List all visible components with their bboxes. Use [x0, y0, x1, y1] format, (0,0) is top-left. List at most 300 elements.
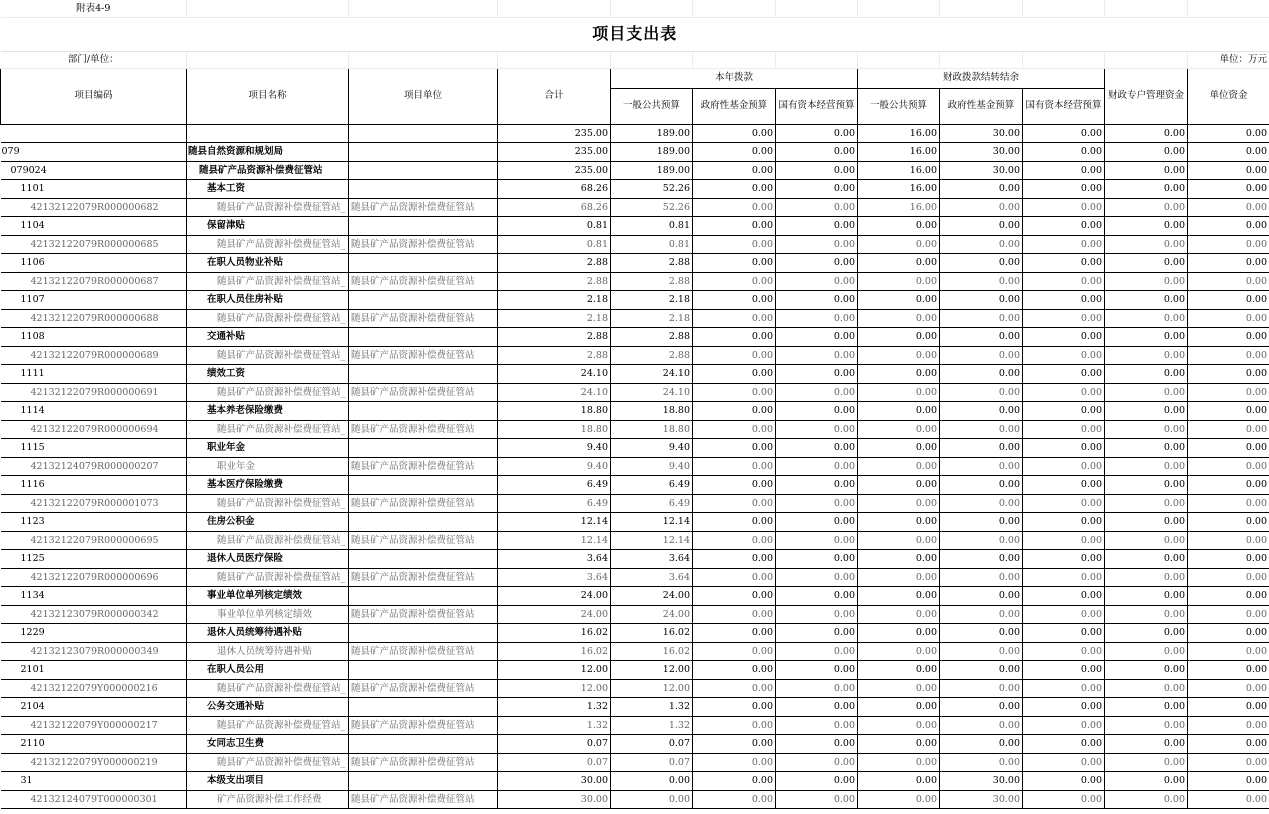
table-row	[1, 790, 1269, 809]
row-value: 0.00	[1105, 476, 1188, 495]
row-value: 0.00	[1023, 476, 1105, 495]
row-code: 1123	[1, 513, 187, 532]
row-value: 0.00	[858, 679, 940, 698]
row-value: 0.00	[940, 716, 1023, 735]
row-value: 0.00	[1023, 457, 1105, 476]
row-value: 0.00	[693, 439, 776, 458]
row-value: 0.00	[693, 198, 776, 217]
header-general-carry: 一般公共预算	[858, 88, 940, 124]
row-code: 42132122079R000000687	[1, 272, 187, 291]
row-unit	[349, 402, 498, 421]
row-value: 0.00	[693, 143, 776, 162]
row-name: 随县矿产品资源补偿费征管站_	[187, 309, 349, 328]
row-value: 0.00	[1105, 235, 1188, 254]
row-value: 0.00	[776, 550, 858, 569]
row-value: 0.00	[693, 180, 776, 199]
row-code: 42132122079R000001073	[1, 494, 187, 513]
row-value: 0.00	[1188, 143, 1269, 162]
row-value: 0.00	[1188, 735, 1269, 754]
table-row	[1, 642, 1269, 661]
row-value: 0.00	[858, 531, 940, 550]
row-value: 24.10	[498, 383, 611, 402]
row-value: 0.00	[858, 328, 940, 347]
row-name: 退休人员统筹待遇补贴	[187, 624, 349, 643]
row-value: 0.00	[1023, 272, 1105, 291]
row-value: 0.00	[1188, 753, 1269, 772]
row-value: 0.00	[1023, 402, 1105, 421]
row-value: 0.00	[776, 587, 858, 606]
row-value: 0.00	[1188, 772, 1269, 791]
row-value: 12.14	[498, 531, 611, 550]
row-value: 0.00	[1188, 457, 1269, 476]
row-code: 42132122079Y000000219	[1, 753, 187, 772]
row-value: 0.00	[1188, 365, 1269, 384]
row-value: 0.00	[776, 383, 858, 402]
header-state-capital: 国有资本经营预算	[776, 88, 858, 124]
row-unit: 随县矿产品资源补偿费征管站	[349, 346, 498, 365]
row-value: 12.00	[498, 679, 611, 698]
row-value: 68.26	[498, 198, 611, 217]
row-name: 职业年金	[187, 439, 349, 458]
row-code: 1125	[1, 550, 187, 569]
row-unit	[349, 217, 498, 236]
row-value: 0.00	[693, 790, 776, 809]
row-value: 189.00	[611, 143, 693, 162]
table-row	[1, 235, 1269, 254]
row-name: 绩效工资	[187, 365, 349, 384]
row-value: 16.02	[611, 642, 693, 661]
row-code: 2110	[1, 735, 187, 754]
row-value: 0.00	[1023, 365, 1105, 384]
row-unit	[349, 124, 498, 143]
row-value: 0.00	[1023, 439, 1105, 458]
row-value: 12.14	[611, 531, 693, 550]
row-value: 0.00	[693, 550, 776, 569]
row-value: 6.49	[498, 476, 611, 495]
row-value: 235.00	[498, 161, 611, 180]
row-value: 0.00	[1023, 254, 1105, 273]
row-value: 0.00	[1188, 531, 1269, 550]
row-value: 0.00	[1105, 439, 1188, 458]
row-unit: 随县矿产品资源补偿费征管站	[349, 494, 498, 513]
row-unit	[349, 735, 498, 754]
row-value: 24.10	[498, 365, 611, 384]
row-value: 0.00	[858, 790, 940, 809]
header-current-year: 本年拨款	[611, 68, 858, 88]
row-value: 0.00	[1188, 161, 1269, 180]
table-row	[1, 291, 1269, 310]
row-value: 0.00	[940, 457, 1023, 476]
row-unit	[349, 624, 498, 643]
row-code: 1106	[1, 254, 187, 273]
row-code: 079024	[1, 161, 187, 180]
row-value: 0.00	[776, 420, 858, 439]
row-value: 0.00	[693, 587, 776, 606]
row-value: 0.00	[858, 291, 940, 310]
row-value: 0.00	[858, 513, 940, 532]
row-value: 24.00	[611, 587, 693, 606]
table-row	[1, 365, 1269, 384]
row-value: 0.00	[693, 605, 776, 624]
row-unit	[349, 439, 498, 458]
row-value: 0.00	[1023, 309, 1105, 328]
row-value: 0.00	[940, 679, 1023, 698]
row-value: 0.00	[1105, 772, 1188, 791]
row-value: 0.00	[1105, 568, 1188, 587]
row-value: 2.18	[498, 309, 611, 328]
row-value: 0.00	[693, 772, 776, 791]
row-value: 0.00	[1105, 605, 1188, 624]
row-value: 0.00	[1188, 642, 1269, 661]
row-value: 0.00	[1023, 198, 1105, 217]
row-unit	[349, 772, 498, 791]
row-code: 42132123079R000000349	[1, 642, 187, 661]
table-row	[1, 605, 1269, 624]
header-state-capital-carry: 国有资本经营预算	[1023, 88, 1105, 124]
row-value: 0.00	[940, 550, 1023, 569]
row-value: 189.00	[611, 161, 693, 180]
row-value: 9.40	[611, 439, 693, 458]
row-value: 0.00	[1105, 531, 1188, 550]
row-value: 16.00	[858, 143, 940, 162]
row-value: 0.07	[611, 753, 693, 772]
row-value: 0.00	[693, 235, 776, 254]
row-code: 31	[1, 772, 187, 791]
row-value: 235.00	[498, 143, 611, 162]
row-value: 0.00	[940, 587, 1023, 606]
row-value: 0.00	[776, 772, 858, 791]
row-unit: 随县矿产品资源补偿费征管站	[349, 790, 498, 809]
header-gov-fund: 政府性基金预算	[693, 88, 776, 124]
row-value: 0.00	[1105, 180, 1188, 199]
row-value: 0.00	[1105, 365, 1188, 384]
table-row	[1, 420, 1269, 439]
row-value: 0.00	[1023, 217, 1105, 236]
row-value: 0.00	[1023, 772, 1105, 791]
row-value: 0.00	[1023, 661, 1105, 680]
row-unit: 随县矿产品资源补偿费征管站	[349, 568, 498, 587]
row-value: 0.00	[611, 772, 693, 791]
row-value: 0.00	[1105, 346, 1188, 365]
row-code: 42132124079T000000301	[1, 790, 187, 809]
table-row	[1, 513, 1269, 532]
row-value: 16.00	[858, 124, 940, 143]
row-value: 0.00	[693, 402, 776, 421]
row-value: 0.00	[1023, 624, 1105, 643]
row-value: 16.00	[858, 180, 940, 199]
row-code: 1101	[1, 180, 187, 199]
row-value: 0.00	[693, 753, 776, 772]
row-value: 0.00	[858, 661, 940, 680]
row-value: 3.64	[611, 550, 693, 569]
row-value: 0.00	[693, 679, 776, 698]
row-value: 0.00	[693, 494, 776, 513]
row-value: 0.81	[611, 217, 693, 236]
row-name: 基本养老保险缴费	[187, 402, 349, 421]
row-value: 0.00	[1188, 346, 1269, 365]
row-value: 0.00	[1105, 420, 1188, 439]
header-own: 单位资金	[1188, 68, 1269, 124]
row-value: 0.00	[693, 328, 776, 347]
row-value: 1.32	[498, 698, 611, 717]
row-value: 0.00	[693, 735, 776, 754]
table-row	[1, 457, 1269, 476]
row-unit: 随县矿产品资源补偿费征管站	[349, 605, 498, 624]
table-row	[1, 309, 1269, 328]
row-value: 0.00	[1105, 624, 1188, 643]
row-value: 16.02	[498, 624, 611, 643]
row-value: 0.00	[858, 420, 940, 439]
row-value: 0.00	[1105, 402, 1188, 421]
row-value: 0.00	[1188, 217, 1269, 236]
row-value: 0.00	[693, 716, 776, 735]
row-value: 0.00	[776, 365, 858, 384]
row-value: 0.00	[776, 161, 858, 180]
row-value: 0.00	[940, 272, 1023, 291]
row-value: 18.80	[611, 420, 693, 439]
row-value: 16.00	[858, 161, 940, 180]
row-name: 住房公积金	[187, 513, 349, 532]
page-title: 项目支出表	[1, 17, 1269, 51]
row-name: 随县矿产品资源补偿费征管站_	[187, 346, 349, 365]
row-value: 0.00	[940, 735, 1023, 754]
row-value: 235.00	[498, 124, 611, 143]
row-value: 68.26	[498, 180, 611, 199]
row-value: 0.00	[1023, 679, 1105, 698]
row-value: 0.00	[776, 291, 858, 310]
row-value: 0.00	[1105, 254, 1188, 273]
row-value: 0.00	[693, 217, 776, 236]
row-value: 0.81	[498, 217, 611, 236]
row-unit: 随县矿产品资源补偿费征管站	[349, 272, 498, 291]
row-value: 18.80	[498, 402, 611, 421]
row-value: 0.00	[940, 698, 1023, 717]
row-value: 0.00	[940, 661, 1023, 680]
row-value: 0.00	[611, 790, 693, 809]
row-value: 0.00	[1023, 698, 1105, 717]
row-code	[1, 124, 187, 143]
row-value: 0.00	[776, 642, 858, 661]
row-value: 52.26	[611, 180, 693, 199]
row-value: 30.00	[498, 790, 611, 809]
row-value: 0.00	[1023, 180, 1105, 199]
row-value: 0.00	[693, 531, 776, 550]
table-row	[1, 735, 1269, 754]
row-value: 0.00	[693, 420, 776, 439]
row-value: 6.49	[611, 494, 693, 513]
row-value: 0.00	[1188, 180, 1269, 199]
row-unit	[349, 476, 498, 495]
row-code: 2104	[1, 698, 187, 717]
row-value: 30.00	[940, 143, 1023, 162]
row-code: 42132122079R000000688	[1, 309, 187, 328]
row-value: 0.00	[1023, 420, 1105, 439]
row-value: 0.00	[858, 772, 940, 791]
row-value: 0.00	[1188, 124, 1269, 143]
row-value: 0.00	[1105, 124, 1188, 143]
row-value: 0.00	[858, 624, 940, 643]
row-value: 9.40	[498, 457, 611, 476]
row-name: 女同志卫生费	[187, 735, 349, 754]
row-value: 0.00	[1188, 402, 1269, 421]
row-unit	[349, 550, 498, 569]
row-value: 0.00	[1105, 328, 1188, 347]
row-value: 2.18	[498, 291, 611, 310]
row-value: 0.00	[940, 753, 1023, 772]
row-value: 0.00	[1188, 235, 1269, 254]
row-unit: 随县矿产品资源补偿费征管站	[349, 235, 498, 254]
table-row	[1, 679, 1269, 698]
table-row	[1, 124, 1269, 143]
row-value: 0.00	[776, 513, 858, 532]
table-row	[1, 753, 1269, 772]
annex-label: 附表4-9	[1, 0, 187, 17]
row-value: 0.00	[940, 180, 1023, 199]
row-value: 2.88	[498, 328, 611, 347]
row-value: 0.00	[858, 346, 940, 365]
row-value: 0.00	[1023, 383, 1105, 402]
table-row	[1, 550, 1269, 569]
row-value: 0.00	[693, 642, 776, 661]
row-value: 0.00	[776, 716, 858, 735]
row-value: 16.02	[498, 642, 611, 661]
row-unit: 随县矿产品资源补偿费征管站	[349, 457, 498, 476]
row-code: 42132122079R000000696	[1, 568, 187, 587]
row-value: 0.00	[1023, 605, 1105, 624]
table-row	[1, 661, 1269, 680]
row-unit: 随县矿产品资源补偿费征管站	[349, 198, 498, 217]
row-value: 0.00	[776, 198, 858, 217]
row-value: 0.00	[1023, 161, 1105, 180]
row-value: 0.07	[498, 753, 611, 772]
row-value: 0.00	[1188, 790, 1269, 809]
row-value: 0.00	[776, 661, 858, 680]
row-value: 0.00	[1023, 513, 1105, 532]
row-value: 0.81	[498, 235, 611, 254]
row-value: 30.00	[940, 161, 1023, 180]
row-value: 189.00	[611, 124, 693, 143]
row-value: 3.64	[498, 550, 611, 569]
row-value: 0.00	[693, 291, 776, 310]
row-value: 0.00	[1188, 328, 1269, 347]
row-value: 0.00	[858, 642, 940, 661]
row-unit	[349, 161, 498, 180]
row-value: 0.00	[776, 217, 858, 236]
table-row	[1, 772, 1269, 791]
row-value: 0.00	[940, 513, 1023, 532]
row-value: 24.10	[611, 365, 693, 384]
row-value: 9.40	[611, 457, 693, 476]
row-value: 0.00	[1105, 143, 1188, 162]
row-value: 0.00	[776, 476, 858, 495]
row-code: 42132124079R000000207	[1, 457, 187, 476]
row-value: 0.00	[858, 217, 940, 236]
row-value: 0.00	[1188, 198, 1269, 217]
row-value: 0.00	[858, 457, 940, 476]
row-unit	[349, 180, 498, 199]
row-value: 0.00	[858, 476, 940, 495]
row-value: 0.00	[1023, 790, 1105, 809]
unit-label: 单位：万元	[1188, 51, 1269, 68]
row-code: 1134	[1, 587, 187, 606]
row-value: 0.00	[1023, 346, 1105, 365]
row-value: 30.00	[498, 772, 611, 791]
row-value: 0.00	[1105, 383, 1188, 402]
header-total: 合计	[498, 68, 611, 124]
row-value: 18.80	[611, 402, 693, 421]
row-value: 0.00	[1105, 494, 1188, 513]
row-code: 42132122079R000000695	[1, 531, 187, 550]
row-unit: 随县矿产品资源补偿费征管站	[349, 716, 498, 735]
row-value: 0.00	[1188, 439, 1269, 458]
row-value: 0.00	[940, 328, 1023, 347]
row-value: 0.00	[693, 624, 776, 643]
table-row	[1, 161, 1269, 180]
row-value: 2.88	[498, 346, 611, 365]
header-carryover: 财政拨款结转结余	[858, 68, 1105, 88]
row-value: 0.00	[776, 531, 858, 550]
row-value: 0.00	[1023, 124, 1105, 143]
row-value: 24.00	[498, 605, 611, 624]
row-value: 6.49	[611, 476, 693, 495]
row-code: 42132122079R000000685	[1, 235, 187, 254]
row-code: 42132122079R000000694	[1, 420, 187, 439]
row-unit	[349, 513, 498, 532]
row-value: 0.00	[1105, 291, 1188, 310]
row-value: 52.26	[611, 198, 693, 217]
row-value: 0.00	[1105, 698, 1188, 717]
row-name: 事业单位单列核定绩效	[187, 605, 349, 624]
row-value: 0.00	[776, 568, 858, 587]
row-value: 24.10	[611, 383, 693, 402]
row-value: 0.00	[940, 365, 1023, 384]
row-value: 0.00	[858, 272, 940, 291]
row-value: 0.00	[940, 346, 1023, 365]
row-value: 0.00	[1023, 735, 1105, 754]
row-value: 0.00	[776, 494, 858, 513]
row-value: 0.00	[776, 309, 858, 328]
row-value: 0.00	[1023, 550, 1105, 569]
row-value: 12.00	[611, 661, 693, 680]
row-value: 0.00	[940, 254, 1023, 273]
row-code: 1107	[1, 291, 187, 310]
row-value: 1.32	[498, 716, 611, 735]
table-row	[1, 180, 1269, 199]
table-row	[1, 254, 1269, 273]
row-value: 0.00	[940, 198, 1023, 217]
row-value: 0.00	[1105, 161, 1188, 180]
row-value: 0.00	[1105, 513, 1188, 532]
row-value: 0.00	[1105, 587, 1188, 606]
row-value: 3.64	[611, 568, 693, 587]
row-value: 0.00	[1105, 753, 1188, 772]
row-unit	[349, 254, 498, 273]
header-code: 项目编码	[1, 68, 187, 124]
row-unit: 随县矿产品资源补偿费征管站	[349, 753, 498, 772]
row-value: 0.00	[1023, 494, 1105, 513]
row-name	[187, 124, 349, 143]
header-general: 一般公共预算	[611, 88, 693, 124]
row-name: 随县矿产品资源补偿费征管站	[187, 161, 349, 180]
row-unit	[349, 143, 498, 162]
row-name: 保留津贴	[187, 217, 349, 236]
row-unit	[349, 291, 498, 310]
row-value: 0.00	[693, 161, 776, 180]
row-value: 0.00	[693, 513, 776, 532]
row-name: 公务交通补贴	[187, 698, 349, 717]
row-value: 0.00	[858, 254, 940, 273]
row-code: 42132122079R000000691	[1, 383, 187, 402]
